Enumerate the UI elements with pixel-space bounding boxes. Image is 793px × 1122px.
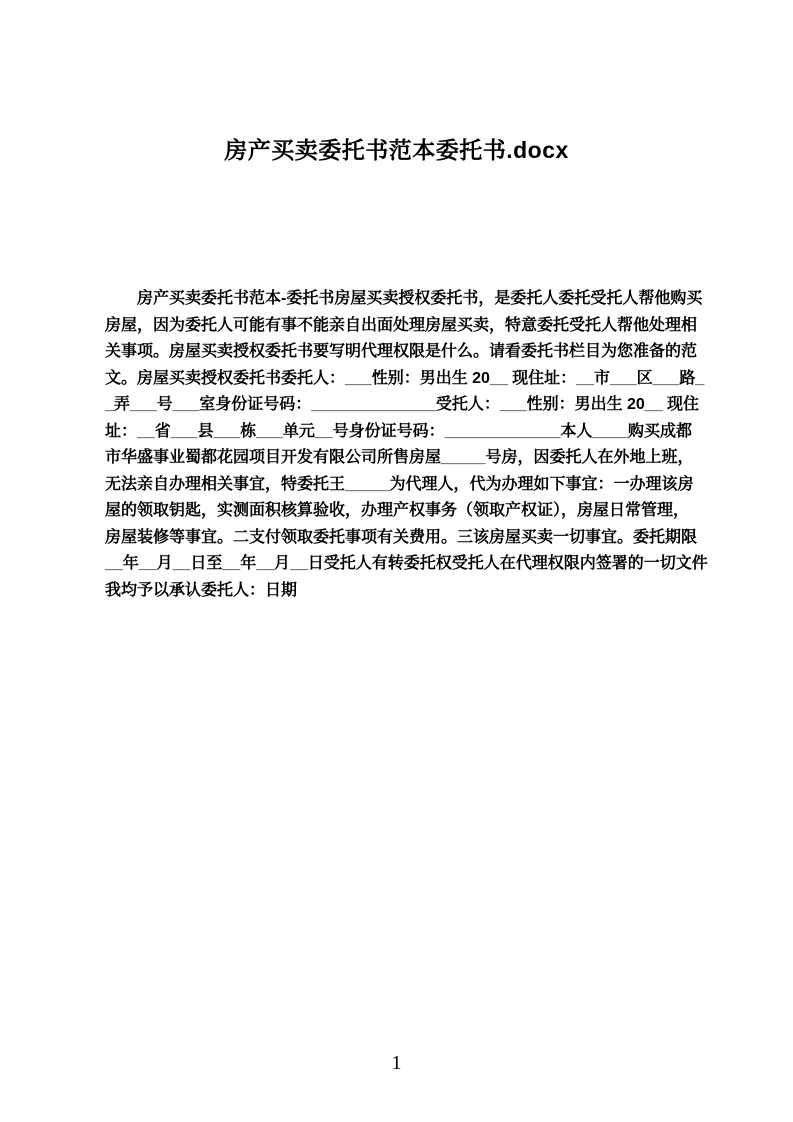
body-text-line: __年__月__日至__年__月__日受托人有转委托权受托人在代理权限内签署的一切文件: [105, 555, 708, 572]
body-text-line: 房屋装修等事宜。二支付领取委托事项有关费用。三该房屋买卖一切事宜。委托期限: [105, 528, 698, 546]
body-text-line: 址：__省___县___栋___单元__号身份证号码：_____________本人____购买成都: [105, 422, 692, 440]
body-text-line: _弄___号___室身份证号码：______________受托人：___性别：男出生 20__ 现住: [105, 396, 700, 413]
body-text-line: 关事项。房屋买卖授权委托书要写明代理权限是什么。请看委托书栏目为您准备的范: [105, 343, 698, 360]
body-text-line: 我均予以承认委托人：日期: [105, 581, 298, 599]
body-text-line: 房屋，因为委托人可能有事不能亲自出面处理房屋买卖，特意委托受托人帮他处理相: [105, 316, 698, 334]
document-body-paragraph: [105, 286, 708, 604]
body-text-line: 无法亲自办理相关事宜，特委托王_____为代理人，代为办理如下事宜：一办理该房: [105, 475, 694, 493]
body-text-line: 文。房屋买卖授权委托书委托人：___性别：男出生 20__ 现住址：__市___区___路_: [105, 369, 705, 387]
document-title: 房产买卖委托书范本委托书.docx: [224, 137, 569, 163]
body-text-line: 市华盛事业蜀都花园项目开发有限公司所售房屋_____号房，因委托人在外地上班，: [105, 449, 694, 466]
body-text-line: 屋的领取钥匙，实测面积核算验收，办理产权事务（领取产权证），房屋日常管理，: [105, 502, 690, 519]
page-number: 1: [391, 1052, 402, 1074]
body-text-line: 房产买卖委托书范本-委托书房屋买卖授权委托书，是委托人委托受托人帮他购买: [137, 290, 703, 307]
